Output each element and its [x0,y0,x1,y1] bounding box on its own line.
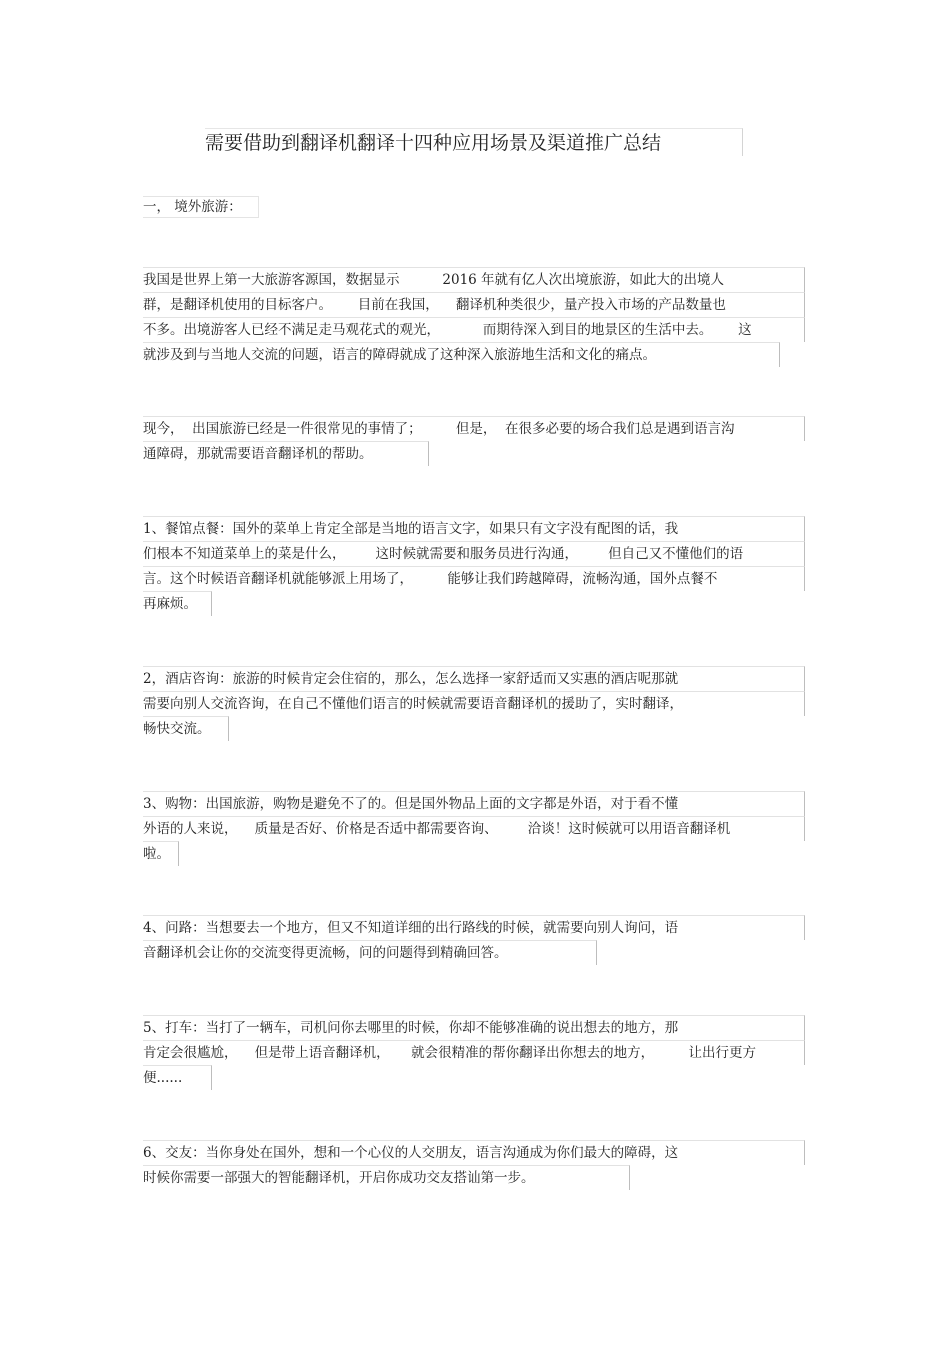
paragraph-travel-intro [143,416,805,470]
section-heading-text: 一， 境外旅游： [143,196,259,218]
text-line: 2，酒店咨询：旅游的时候肯定会住宿的，那么，怎么选择一家舒适而又实惠的酒店呢那就 [143,666,805,691]
paragraph-making-friends [143,1140,805,1194]
paragraph-restaurant [143,516,805,620]
text-line: 4、问路：当想要去一个地方，但又不知道详细的出行路线的时候，就需要向别人询问，语 [143,915,805,940]
paragraph-asking-directions [143,915,805,969]
text-line: 时候你需要一部强大的智能翻译机，开启你成功交友搭讪第一步。 [143,1165,630,1190]
text-line: 言。这个时候语音翻译机就能够派上用场了， 能够让我们跨越障碍，流畅沟通，国外点餐不 [143,566,805,591]
text-line: 外语的人来说， 质量是否好、价格是否适中都需要咨询、 洽谈！这时候就可以用语音翻译机 [143,816,805,841]
text-line: 啦。 [143,841,179,866]
text-line: 通障碍，那就需要语音翻译机的帮助。 [143,441,429,466]
text-line: 3、购物：出国旅游，购物是避免不了的。但是国外物品上面的文字都是外语，对于看不懂 [143,791,805,816]
text-line: 群，是翻译机使用的目标客户。 目前在我国， 翻译机种类很少，量产投入市场的产品数量也 [143,292,805,317]
paragraph-hotel [143,666,805,745]
section-heading [143,196,259,216]
text-line: 便...... [143,1065,212,1090]
text-line: 5、打车：当打了一辆车，司机问你去哪里的时候，你却不能够准确的说出想去的地方，那 [143,1015,805,1040]
paragraph-shopping [143,791,805,870]
paragraph-outbound-travel [143,267,805,371]
document-title: 需要借助到翻译机翻译十四种应用场景及渠道推广总结 [205,128,743,156]
paragraph-taxi [143,1015,805,1094]
text-line: 再麻烦。 [143,591,212,616]
text-line: 畅快交流。 [143,716,229,741]
text-line: 就涉及到与当地人交流的问题，语言的障碍就成了这种深入旅游地生活和文化的痛点。 [143,342,780,367]
text-line: 需要向别人交流咨询，在自己不懂他们语言的时候就需要语音翻译机的援助了，实时翻译， [143,691,805,716]
text-line: 音翻译机会让你的交流变得更流畅，问的问题得到精确回答。 [143,940,597,965]
text-line: 肯定会很尴尬， 但是带上语音翻译机， 就会很精准的帮你翻译出你想去的地方， 让出行更方 [143,1040,805,1065]
text-line: 1、餐馆点餐：国外的菜单上肯定全部是当地的语言文字，如果只有文字没有配图的话，我 [143,516,805,541]
text-line: 6、交友：当你身处在国外，想和一个心仪的人交朋友，语言沟通成为你们最大的障碍，这 [143,1140,805,1165]
text-line: 我国是世界上第一大旅游客源国，数据显示 2016 年就有亿人次出境旅游，如此大的出境人 [143,267,805,292]
text-line: 现今， 出国旅游已经是一件很常见的事情了； 但是， 在很多必要的场合我们总是遇到语言沟 [143,416,805,441]
text-line: 不多。出境游客人已经不满足走马观花式的观光， 而期待深入到目的地景区的生活中去。 这 [143,317,805,342]
text-line: 们根本不知道菜单上的菜是什么， 这时候就需要和服务员进行沟通， 但自己又不懂他们的语 [143,541,805,566]
